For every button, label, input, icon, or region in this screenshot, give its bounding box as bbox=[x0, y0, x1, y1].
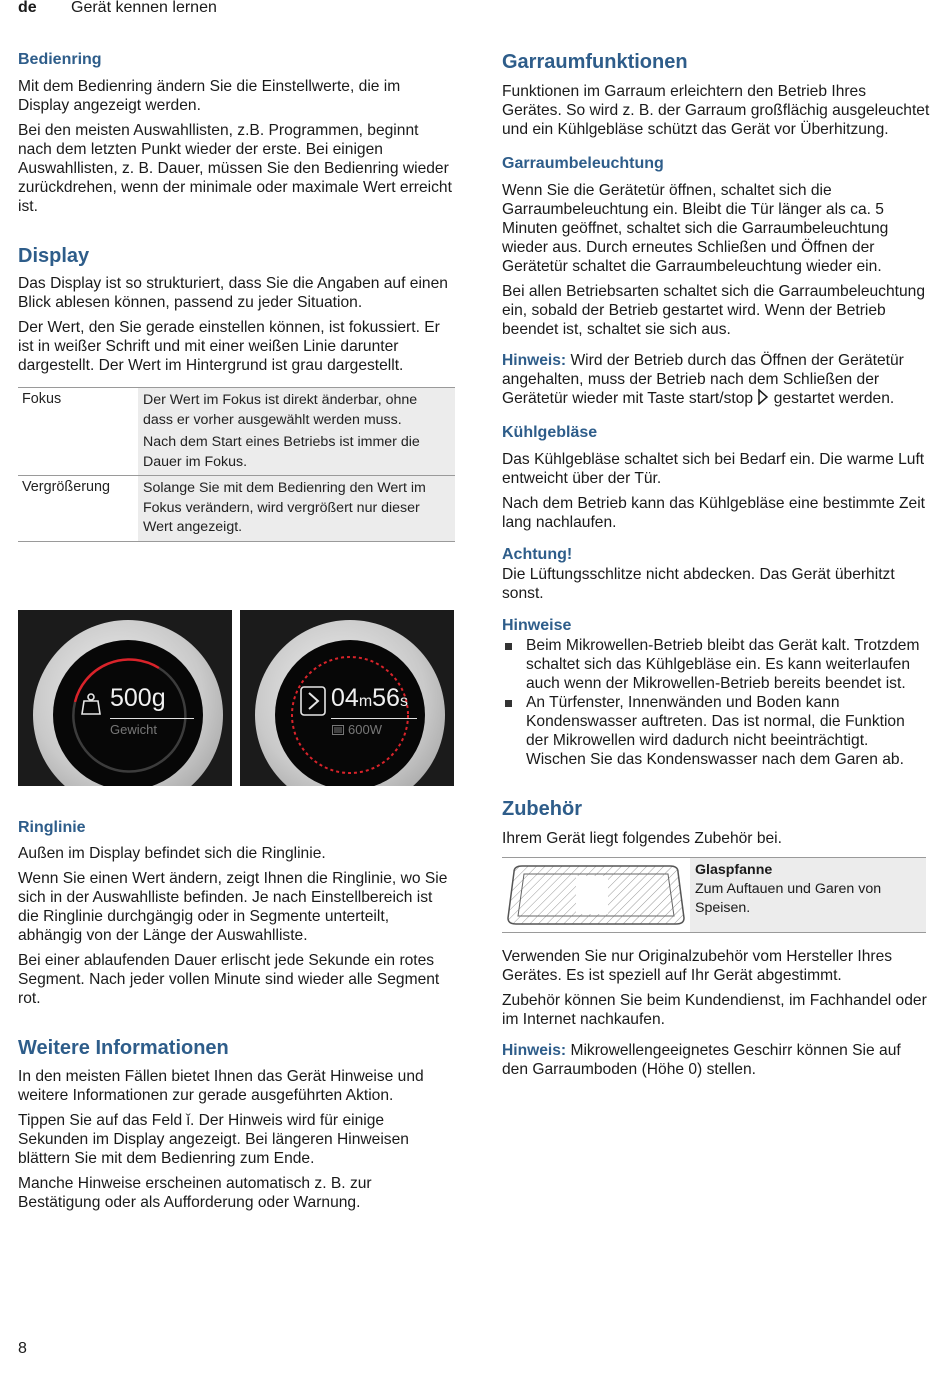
heading-achtung: Achtung! bbox=[502, 546, 573, 563]
control-ring bbox=[255, 620, 445, 786]
heading-garraumfunktionen: Garraumfunktionen bbox=[502, 51, 688, 73]
minutes-unit: m bbox=[358, 693, 373, 710]
paragraph: Bei allen Betriebsarten schaltet sich die Garraumbeleuchtung ein, sobald der Betrieb gestartet wird. Wenn der Betrieb beendet ist, schaltet sie sich aus. bbox=[502, 283, 926, 338]
paragraph bbox=[18, 1111, 455, 1168]
hint-paragraph bbox=[502, 351, 930, 408]
seconds-unit: s bbox=[399, 693, 408, 710]
table-key: Fokus bbox=[22, 391, 62, 407]
text-segment: Tippen Sie auf das Feld bbox=[18, 1112, 187, 1129]
paragraph: Mit dem Bedienring ändern Sie die Einstellwerte, die im Display angezeigt werden. bbox=[18, 78, 401, 114]
right-column bbox=[502, 50, 930, 1079]
heading-zubehoer: Zubehör bbox=[502, 798, 582, 820]
heading-kuehlgeblaese: Kühlgebläse bbox=[502, 424, 598, 441]
accessory-table bbox=[502, 857, 926, 933]
text-segment: Wird der Betrieb durch das Öffnen der Gerätetür angehalten, muss der Betrieb nach dem Schließen der Gerätetür wieder mit Taste start/stop bbox=[502, 352, 904, 407]
text-segment: . Der Hinweis wird für einige Sekunden im Display angezeigt. Bei längeren Hinweisen blättern Sie mit dem Bedienring zum Ende. bbox=[18, 1112, 409, 1167]
table-key: Vergrößerung bbox=[22, 479, 110, 495]
heading-weitere-informationen: Weitere Informationen bbox=[18, 1037, 229, 1059]
accessory-name: Glaspfanne bbox=[695, 862, 773, 878]
info-icon: ǐ bbox=[186, 1112, 190, 1129]
paragraph: In den meisten Fällen bietet Ihnen das Gerät Hinweise und weitere Informationen zur gerade ausgeführten Aktion. bbox=[18, 1068, 424, 1104]
paragraph: Bei den meisten Auswahllisten, z.B. Programmen, beginnt nach dem letzten Punkt wieder der erste. Bei einigen Auswahllisten, z. B. Dauer, müssen Sie den Bedienring wieder zurückdrehen, wenn der minimale oder maximale Wert erreicht ist. bbox=[18, 122, 452, 215]
page-header bbox=[0, 0, 950, 20]
text-segment: Mikrowellengeeignetes Geschirr können Sie auf den Garraumboden (Höhe 0) stellen. bbox=[502, 1042, 901, 1078]
left-column bbox=[18, 50, 455, 542]
paragraph: Manche Hinweise erscheinen automatisch z. B. zur Bestätigung oder als Aufforderung oder Warnung. bbox=[18, 1175, 372, 1211]
heading-bedienring: Bedienring bbox=[18, 51, 102, 68]
display-illustration-weight bbox=[18, 610, 232, 786]
paragraph: Bei einer ablaufenden Dauer erlischt jede Sekunde ein rotes Segment. Nach jeder vollen Minute sind wieder alle Segment rot. bbox=[18, 952, 440, 1007]
power-value: 600W bbox=[348, 722, 382, 737]
list-item: An Türfenster, Innenwänden und Boden kann Kondenswasser auftreten. Das ist normal, die Funktion der Mikrowellen wird dadurch nicht beeinträchtigt. Wischen Sie das Kondenswasser nach dem Garen ab. bbox=[502, 693, 930, 769]
paragraph: Wenn Sie die Gerätetür öffnen, schaltet sich die Garraumbeleuchtung ein. Bleibt die Tür länger als ca. 5 Minuten geöffnet, schaltet sich die Garraumbeleuchtung wieder aus. Durch erneutes Schließen und Öffnen der Gerätetür schaltet die Garraumbeleuchtung wieder ein. bbox=[502, 182, 889, 275]
paragraph: Funktionen im Garraum erleichtern den Betrieb Ihres Gerätes. So wird z. B. der Garraum großflächig ausgeleuchtet und ein Kühlgebläse schützt das Gerät vor Überhitzung. bbox=[502, 83, 930, 138]
display-screen bbox=[53, 640, 203, 786]
heading-garraumbeleuchtung: Garraumbeleuchtung bbox=[502, 155, 664, 172]
paragraph: Verwenden Sie nur Originalzubehör vom Hersteller Ihres Gerätes. Es ist speziell auf Ihr Gerät abgestimmt. bbox=[502, 948, 893, 984]
heading-hinweise: Hinweise bbox=[502, 617, 572, 634]
heading-ringlinie: Ringlinie bbox=[18, 819, 86, 836]
table-row bbox=[18, 388, 455, 476]
focus-underline bbox=[331, 718, 417, 719]
heading-display: Display bbox=[18, 245, 90, 267]
hint-paragraph bbox=[502, 1041, 930, 1079]
hint-label: Hinweis: bbox=[502, 352, 567, 369]
paragraph: Wenn Sie einen Wert ändern, zeigt Ihnen die Ringlinie, wo Sie sich in der Auswahlliste befinden. Je nach Einstellbereich ist die Ringlinie durchgängig oder in Segmente unterteilt, abhängig von der Länge der Auswahlliste. bbox=[18, 870, 448, 944]
accessory-desc: Zum Auftauen und Garen von Speisen. bbox=[695, 881, 882, 916]
paragraph: Das Display ist so strukturiert, dass Sie die Angaben auf einen Blick ablesen können, passend zu jeder Situation. bbox=[18, 275, 448, 311]
weight-label: Gewicht bbox=[110, 722, 157, 737]
text-segment: gestartet werden. bbox=[769, 390, 895, 407]
table-value bbox=[138, 388, 455, 475]
glass-tray-icon bbox=[502, 858, 690, 932]
control-ring bbox=[33, 620, 223, 786]
start-stop-icon bbox=[757, 389, 769, 405]
paragraph: Die Lüftungsschlitze nicht abdecken. Das Gerät überhitzt sonst. bbox=[502, 566, 895, 602]
table-value-line: Solange Sie mit dem Bedienring den Wert im Fokus verändern, wird vergrößert nur dieser Wert angezeigt. bbox=[143, 480, 426, 535]
accessory-description bbox=[690, 858, 926, 932]
duration-value bbox=[331, 684, 408, 713]
paragraph: Der Wert, den Sie gerade einstellen können, ist fokussiert. Er ist in weißer Schrift und mit einer weißen Linie darunter dargestellt. Der Wert im Hintergrund ist grau dargestellt. bbox=[18, 319, 440, 374]
left-column-lower bbox=[18, 818, 455, 1212]
microwave-icon bbox=[332, 725, 344, 735]
display-screen bbox=[275, 640, 425, 786]
section-title: Gerät kennen lernen bbox=[71, 0, 217, 16]
focus-underline bbox=[110, 718, 194, 719]
table-row bbox=[18, 476, 455, 542]
paragraph: Zubehör können Sie beim Kundendienst, im Fachhandel oder im Internet nachkaufen. bbox=[502, 992, 927, 1028]
duration-minutes: 04 bbox=[331, 684, 359, 712]
hint-label: Hinweis: bbox=[502, 1042, 567, 1059]
table-value bbox=[138, 476, 455, 541]
hint-list bbox=[502, 636, 930, 769]
display-illustration-duration bbox=[240, 610, 454, 786]
weight-icon bbox=[80, 692, 102, 716]
paragraph: Außen im Display befindet sich die Ringlinie. bbox=[18, 845, 326, 862]
ring-line bbox=[53, 640, 203, 786]
glass-tray-image bbox=[502, 858, 690, 932]
ring-line-segments bbox=[275, 640, 425, 786]
language-code: de bbox=[18, 0, 37, 16]
table-value-line: Der Wert im Fokus ist direkt änderbar, ohne dass er vorher ausgewählt werden muss. bbox=[143, 392, 418, 428]
display-features-table bbox=[18, 387, 455, 542]
weight-value: 500g bbox=[110, 684, 166, 712]
start-stop-icon bbox=[300, 686, 326, 716]
paragraph: Ihrem Gerät liegt folgendes Zubehör bei. bbox=[502, 830, 782, 847]
paragraph: Das Kühlgebläse schaltet sich bei Bedarf ein. Die warme Luft entweicht über der Tür. bbox=[502, 451, 925, 487]
paragraph: Nach dem Betrieb kann das Kühlgebläse eine bestimmte Zeit lang nachlaufen. bbox=[502, 495, 925, 531]
table-value-line: Nach dem Start eines Betriebs ist immer die Dauer im Fokus. bbox=[143, 434, 420, 470]
duration-seconds: 56 bbox=[372, 684, 400, 712]
list-item: Beim Mikrowellen-Betrieb bleibt das Gerät kalt. Trotzdem schaltet sich das Kühlgebläse ein. Es kann weiterlaufen auch wenn der Mikrowellen-Betrieb bereits beendet ist. bbox=[502, 636, 930, 693]
page-number: 8 bbox=[18, 1340, 27, 1357]
